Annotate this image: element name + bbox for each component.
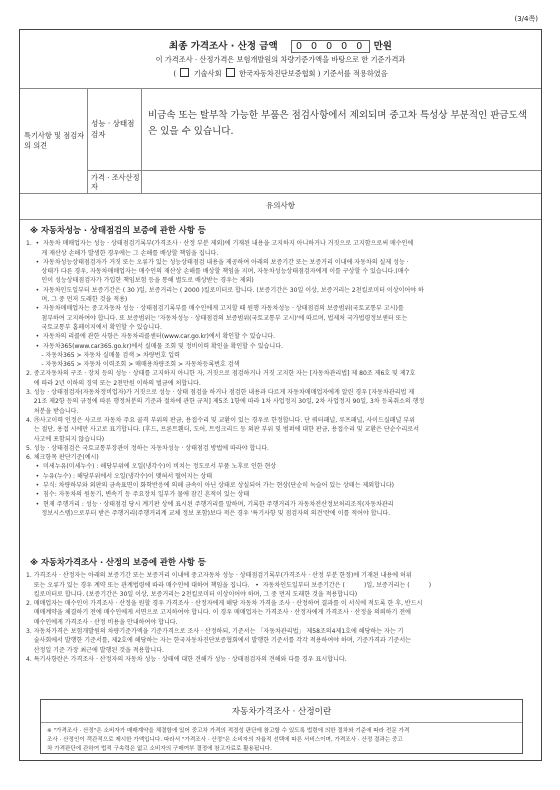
- section1-line: • 침수: 자동차의 원동기, 변속기 등 주요장치 일부가 물에 잠긴 흔적이 있는 상태: [26, 491, 250, 499]
- final-price-label: 최종 가격조사 · 산정 금액: [169, 41, 278, 52]
- section1-line: 게 재산상 손해가 발생한 경우에는 그 손해를 배상할 책임을 집니다.: [26, 249, 219, 257]
- final-price-title: [20, 38, 541, 53]
- section1-body: [26, 239, 535, 518]
- option-engineers-checkbox[interactable]: [180, 68, 189, 77]
- info-box-line: 조사 · 산정인이 객관적으로 제시한 가액입니다. 따라서 "가격조사 · 산정"은 소비자의 자율적 선택에 따른 서비스이며, 가격조사 · 산정 결과는 중고: [47, 736, 403, 743]
- section1-line: • 자동차매매업자는 중고자동차 성능 · 상태점검기록부를 매수인에게 고지할 때 원행 자동차성능 · 상태점검의 보증범위(국토교통부 고시)를: [26, 305, 404, 313]
- section1-line: 인이 성능상태점검자가 가입한 책임보험 등을 통해 별도로 배상받는 경우는 제외): [26, 277, 254, 285]
- section1-line: - 자동차365 > 자동차 실매물 검색 > 차량번호 입력: [26, 351, 180, 359]
- section2-line: 술사회에서 발행한 기준서를, 제2호에 해당하는 자는 한국자동차진단보증협회에서 발행한 기준서를 각각 적용하여야 하며, 기준가격과 기준서는: [26, 637, 411, 645]
- price-warranty-section: [26, 558, 535, 664]
- option-engineers-label: 기술사회: [193, 69, 222, 78]
- option-association-checkbox[interactable]: [226, 68, 235, 77]
- section1-line: • 미세누유(미세누수) : 해당부위에 오일(냉각수)이 비치는 정도로서 부품 노후로 인한 현상: [26, 463, 277, 471]
- section1-line: 첨부하여 고지하여야 합니다. 또 보증범위는 '자동차성능 · 상태점검의 보증범위(국토교통부 고시)'에 따르며, 법제처 국가법령정보센터 또는: [26, 314, 408, 322]
- section1-line: 상태가 다른 경우, 자동차매매업자는 매수인의 재산상 손해를 배상할 책임을 지며, 자동차성능상태점검자에게 이를 구상할 수 있습니다.(매수: [26, 268, 410, 276]
- section2-title: ※ 자동차가격조사 · 산정의 보증에 관한 사항 등: [30, 557, 206, 567]
- price-header: [20, 30, 541, 89]
- price-basis-line: 이 가격조사 · 산정가격은 보험개발원의 차량기준가액을 바탕으로 한 기준가격과: [155, 55, 406, 64]
- section1-line: • 자동차의 리콜에 관한 사항은 자동차리콜센터(www.car.go.kr)에서 확인할 수 있습니다.: [26, 333, 275, 341]
- section1-line: • 자동차인도일부터 보증기간은 ( 30 )일, 보증거리는 ( 2000 )킬로미터로 합니다. (보증기간은 30일 이상, 보증거리는 2천킬로미터 이상이어야 하: [26, 286, 424, 294]
- price-info-box: [40, 699, 523, 754]
- section1-line: 4. ㉮사고이력 인정은 사고로 자동차 주요 골격 부위의 판금, 용접수리 및 교환이 있는 경우로 한정합니다. 단 쿼터패널, 루프패널, 사이드실패널 부위: [26, 416, 415, 424]
- section2-line: 산정일 기준 가장 최근에 발행된 것을 적용합니다.: [26, 646, 164, 654]
- section1-line: • 현재 주행거리 : 성능 · 상태점검 당시 계기판 상에 표시된 주행거리를 말하며, 기록한 주행거리가 자동차전산정보처리조직(자동차관리: [26, 500, 394, 508]
- section2-line: 또는 오류가 있는 경우 계약 또는 관계법령에 따라 매수인에 대하여 책임을 집니다. • 자동차인도일부터 보증기간은 ( )일, 보증거리는 ( ): [26, 581, 432, 589]
- section1-line: • 부식: 차량하부와 외판의 금속표면이 화학반응에 의해 금속이 아닌 상태로 상실되어 가는 현상(단순히 녹슬어 있는 상태는 제외합니다): [26, 482, 395, 490]
- info-box-line: 차 가격판단에 관하여 법적 구속력은 없고 소비자의 구매여부 결정에 참고자료로 활용됩니다.: [47, 745, 272, 752]
- inspector-opinion-text: 비금속 또는 탈부착 가능한 부품은 점검사항에서 제외되며 중고차 특성상 부분적인 판금도색은 있을 수 있습니다.: [142, 88, 541, 171]
- section1-line: 사고에 포함되지 않습니다): [26, 435, 105, 443]
- final-price-amount: 0 0 0 0 0: [291, 40, 370, 53]
- section1-line: • 자동차성능상태점검자가 거짓 또는 오류가 있는 성능상태점검 내용을 제공하여 아래의 보증기간 또는 보증거리 이내에 자동차의 실제 성능 ·: [26, 258, 409, 266]
- inspection-record-page: [19, 29, 542, 761]
- info-box-divider: [41, 722, 522, 723]
- section1-line: • 자동차365(www.car365.go.kr)에서 실매물 조회 및 정비이력 확인을 확인할 수 있습니다.: [26, 342, 283, 350]
- opinion-section: [20, 88, 541, 194]
- section1-line: 21조 제2항 등의 규정에 따른 행정처분의 기준과 절차에 관한 규칙] 제5조 1항에 따라 1차 사업정지 30일, 2차 사업정지 90일, 3차 등록취소의 행정: [26, 398, 425, 406]
- appraiser-label: 가격 · 조사산정자: [88, 171, 142, 193]
- section2-line: 4. 특기사항란은 가격조사 · 산정자의 자동차 성능 · 상태에 대한 견해가 성능 · 상태점검자의 견해와 다를 경우 표시합니다.: [26, 655, 347, 663]
- section2-line: 2. 매매업자는 매수인이 가격조사 · 산정을 원할 경우 가격조사 · 산정자에게 해당 자동차 가격을 조사 · 산정하여 결과를 이 서식에 적도록 한 후, 반드시: [26, 600, 423, 608]
- info-box-title: 자동차가격조사 · 산정이란: [231, 707, 332, 717]
- section1-line: 는 절단, 용접 시에만 사고로 표기합니다. (후드, 프론트휀더, 도어, 트렁크리드 등 외판 부위 및 범퍼에 대한 판금, 용접수리 및 교환은 단순수리로서: [26, 426, 419, 434]
- section1-line: 1. • 자동차 매매업자는 성능 · 상태점검기록부(가격조사 · 산정 부분 제외)에 기재된 내용을 고지하지 아니하거나 거짓으로 고지함으로써 매수인에: [26, 240, 414, 248]
- notice-header: 유의사항: [20, 193, 541, 220]
- section1-line: 3. 성능 · 상태점검자(자동차정비업자)가 거짓으로 성능 · 상태 점검을 하거나 점검한 내용과 다르게 자동차매매업자에게 알린 경우 [자동차관리법 제: [26, 389, 415, 397]
- section1-title: ※ 자동차성능 · 상태점검의 보증에 관한 사항 등: [30, 225, 206, 235]
- section1-line: 국토교통부 홈페이지에서 확인할 수 있습니다.: [26, 323, 162, 331]
- section1-line: • 누유(누수) : 해당부위에서 오일(냉각수)이 맺혀서 떨어지는 상태: [26, 472, 213, 480]
- standard-selection-line: ( 기술사회 한국자동차진단보증협회 ) 기준서를 적용하였음: [173, 69, 388, 78]
- inspector-label: 성능 · 상태점검자: [88, 88, 142, 171]
- info-box-line: ※ "가격조사 · 산정"은 소비자가 매매계약을 체결함에 있어 중고차 가격의 적정성 판단에 참고할 수 있도록 법령에 의한 절차와 기준에 따라 전문 가격: [47, 728, 410, 734]
- option-association-label: 한국자동차진단보증협회: [239, 69, 316, 78]
- section2-line: 킬로미터로 합니다. (보증기간은 30일 이상, 보증거리는 2천킬로미터 이상이어야 하며, 그 중 먼저 도래한 것을 적용합니다): [26, 590, 358, 598]
- section1-line: 며, 그 중 먼저 도래한 것을 적용): [26, 296, 128, 304]
- section1-line: - 자동차365 > 자동차 이력조회 > 매매용차량조회 > 자동차등록번호 검색: [26, 361, 240, 369]
- section1-line: 정보시스템)으로부터 받은 주행거리(주행거리계 교체 정보 포함)보다 적은 경우 '특기사항 및 점검자의 의견'란에 이를 적어야 합니다.: [26, 509, 391, 517]
- section1-line: 처분을 받습니다.: [26, 407, 79, 415]
- section2-body: [26, 571, 535, 664]
- page-number: (3/4쪽): [514, 15, 538, 23]
- amount-unit: 만원: [373, 41, 392, 52]
- opinion-label: 특기사항 및 점검자의 의견: [20, 88, 88, 193]
- section1-line: 에 따라 2년 이하의 징역 또는 2천만원 이하의 벌금에 처합니다.: [26, 379, 201, 387]
- inspection-warranty-section: [26, 226, 535, 518]
- section2-line: 매매계약을 체결하기 전에 매수인에게 서면으로 고지하여야 합니다. 이 경우 매매업자는 가격조사 · 산정자에게 가격조사 · 산정을 의뢰하기 전에: [26, 609, 411, 617]
- section2-line: 1. 가격조사 · 산정자는 아래의 보증기간 또는 보증거리 이내에 중고자동차 성능 · 상태점검기록부(가격조사 · 산정 부분 한정)에 기재된 내용에 허위: [26, 572, 412, 580]
- section2-line: 매수인에게 가격조사 · 산정 비용을 안내하여야 합니다.: [26, 618, 178, 626]
- section2-line: 3. 자동차가격은 보험개발원의 차량기준가액을 기준가격으로 조사 · 산정하되, 기준서는 「자동차관리법」 제58조의4제1호에 해당하는 자는 기: [26, 628, 404, 636]
- section1-line: 6. 체크항목 판단기준(예시): [26, 454, 99, 462]
- info-box-body: [41, 727, 522, 753]
- section1-line: 2. 중고자동차의 구조 · 장치 등의 성능 · 상태를 고지하지 아니한 자, 거짓으로 점검하거나 거짓 고지한 자는 [자동차관리법] 제 80조 제6호 및 제7호: [26, 370, 416, 378]
- section1-line: 5. 성능 · 상태점검은 국토교통부장관이 정하는 자동차성능 · 상태점검 방법에 따라야 합니다.: [26, 444, 269, 452]
